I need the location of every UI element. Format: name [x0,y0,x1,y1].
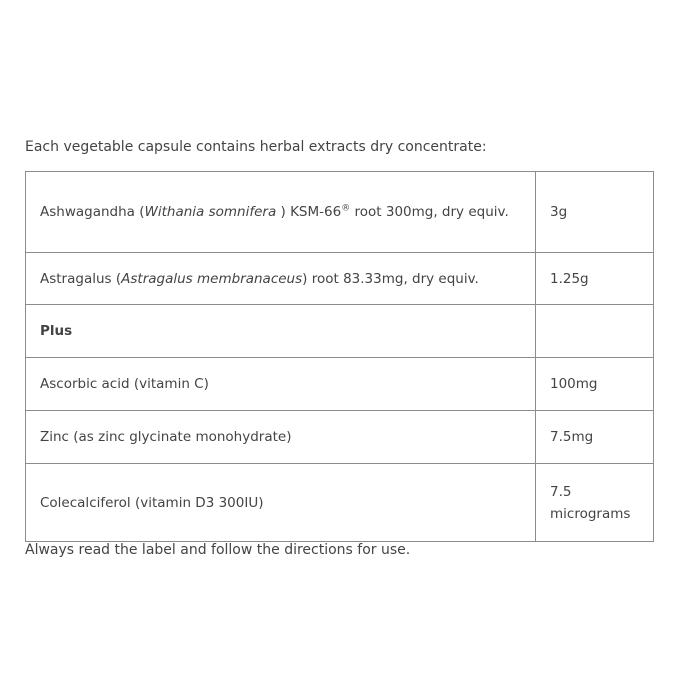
ingredient-amount: 7.5 micrograms [536,464,654,542]
ingredient-amount: 7.5mg [536,411,654,464]
ingredient-name: Zinc (as zinc glycinate monohydrate) [26,411,536,464]
table-row [26,358,654,411]
footer-note: Always read the label and follow the directions for use. [25,542,411,558]
table-row [26,172,654,253]
table-row [26,305,654,358]
ingredient-amount: 3g [536,172,654,253]
ingredient-name: Astragalus (Astragalus membranaceus) root 83.33mg, dry equiv. [26,253,536,305]
table-row [26,411,654,464]
table-row [26,464,654,542]
ingredient-name: Ascorbic acid (vitamin C) [26,358,536,411]
section-heading-plus: Plus [26,305,536,358]
ingredients-table [25,171,654,542]
ingredient-amount: 1.25g [536,253,654,305]
table-row [26,253,654,305]
intro-text: Each vegetable capsule contains herbal extracts dry concentrate: [25,139,487,155]
ingredient-name: Ashwagandha (Withania somnifera ) KSM-66® root 300mg, dry equiv. [26,172,536,253]
ingredient-amount: 100mg [536,358,654,411]
ingredient-name: Colecalciferol (vitamin D3 300IU) [26,464,536,542]
ingredient-amount [536,305,654,358]
